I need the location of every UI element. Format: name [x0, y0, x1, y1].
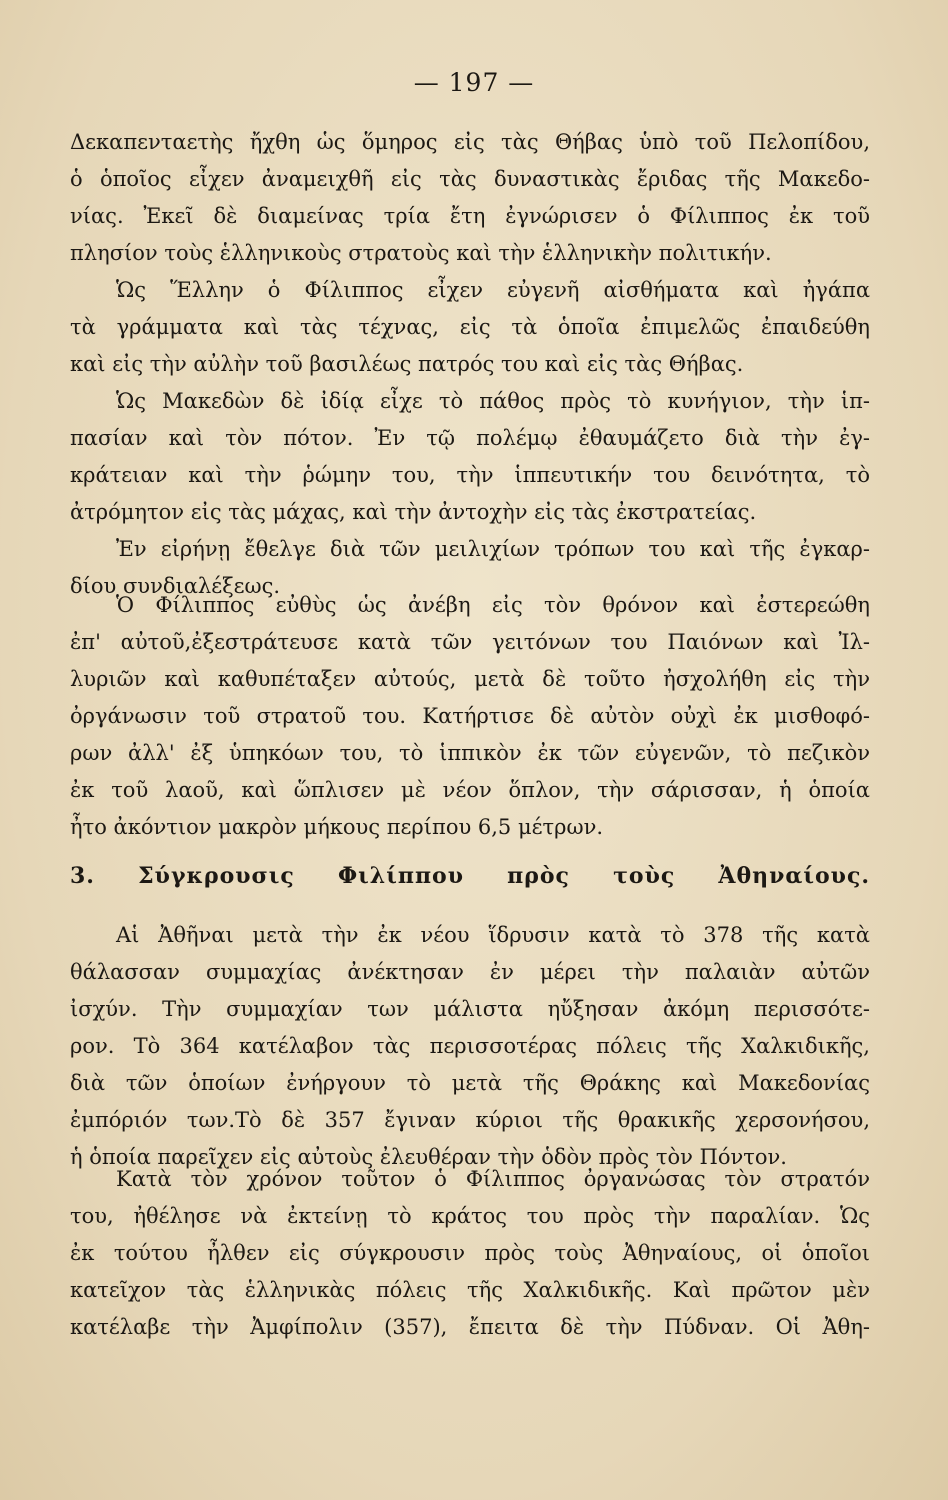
paragraph-5 — [70, 587, 870, 846]
text-line: ρων ἀλλ' ἐξ ὑπηκόων του, τὸ ἱππικὸν ἐκ τῶν εὐγενῶν, τὸ πεζικὸν — [70, 741, 870, 765]
text-line: Ἐν εἰρήνῃ ἔθελγε διὰ τῶν μειλιχίων τρόπων του καὶ τῆς ἐγκαρ- — [116, 537, 870, 561]
text-line: δίου συνδιαλέξεως. — [70, 574, 281, 598]
text-line: ἐκ τούτου ἦλθεν εἰς σύγκρουσιν πρὸς τοὺς Ἀθηναίους, οἱ ὁποῖοι — [70, 1241, 870, 1265]
text-line: Κατὰ τὸν χρόνον τοῦτον ὁ Φίλιππος ὀργανώσας τὸν στρατόν — [116, 1167, 870, 1191]
text-line: Δεκαπενταετὴς ἤχθη ὡς ὅμηρος εἰς τὰς Θήβας ὑπὸ τοῦ Πελοπίδου, — [70, 130, 870, 154]
text-line: θάλασσαν συμμαχίας ἀνέκτησαν ἐν μέρει τὴν παλαιὰν αὐτῶν — [70, 960, 870, 984]
section-paragraph-1 — [70, 917, 870, 1176]
text-line: ὀργάνωσιν τοῦ στρατοῦ του. Κατήρτισε δὲ αὐτὸν οὐχὶ ἐκ μισθοφό- — [70, 704, 870, 728]
text-line: ἀτρόμητον εἰς τὰς μάχας, καὶ τὴν ἀντοχὴν εἰς τὰς ἐκστρατείας. — [70, 500, 757, 524]
text-line: Ὡς Μακεδὼν δὲ ἰδίᾳ εἶχε τὸ πάθος πρὸς τὸ κυνήγιον, τὴν ἱπ- — [116, 389, 870, 413]
text-line: του, ἠθέλησε νὰ ἐκτείνῃ τὸ κράτος του πρὸς τὴν παραλίαν. Ὡς — [70, 1204, 870, 1228]
paragraph-1 — [70, 124, 870, 272]
text-line: διὰ τῶν ὁποίων ἐνήργουν τὸ μετὰ τῆς Θράκης καὶ Μακεδονίας — [70, 1071, 870, 1095]
text-line: πασίαν καὶ τὸν πότον. Ἐν τῷ πολέμῳ ἐθαυμάζετο διὰ τὴν ἐγ- — [70, 426, 870, 450]
text-line: κατεῖχον τὰς ἑλληνικὰς πόλεις τῆς Χαλκιδικῆς. Καὶ πρῶτον μὲν — [70, 1278, 870, 1302]
text-line: νίας. Ἐκεῖ δὲ διαμείνας τρία ἔτη ἐγνώρισεν ὁ Φίλιππος ἐκ τοῦ — [70, 204, 870, 228]
text-line: λυριῶν καὶ καθυπέταξεν αὐτούς, μετὰ δὲ τοῦτο ἠσχολήθη εἰς τὴν — [70, 667, 870, 691]
text-line: πλησίον τοὺς ἑλληνικοὺς στρατοὺς καὶ τὴν ἑλληνικὴν πολιτικήν. — [70, 241, 772, 265]
paragraph-2 — [70, 272, 870, 383]
text-line: ἰσχύν. Τὴν συμμαχίαν των μάλιστα ηὔξησαν ἀκόμη περισσότε- — [70, 997, 870, 1021]
text-line: Αἱ Ἀθῆναι μετὰ τὴν ἐκ νέου ἵδρυσιν κατὰ τὸ 378 τῆς κατὰ — [116, 923, 870, 947]
text-line: καὶ εἰς τὴν αὐλὴν τοῦ βασιλέως πατρός του καὶ εἰς τὰς Θήβας. — [70, 352, 744, 376]
text-line: ὁ ὁποῖος εἶχεν ἀναμειχθῆ εἰς τὰς δυναστικὰς ἔριδας τῆς Μακεδο- — [70, 167, 870, 191]
text-line: ἐμπόριόν των.Τὸ δὲ 357 ἔγιναν κύριοι τῆς θρακικῆς χερσονήσου, — [70, 1108, 870, 1132]
text-line: κατέλαβε τὴν Ἀμφίπολιν (357), ἔπειτα δὲ τὴν Πύδναν. Οἱ Ἀθη- — [70, 1315, 870, 1339]
text-line: Ὡς Ἕλλην ὁ Φίλιππος εἶχεν εὐγενῆ αἰσθήματα καὶ ἠγάπα — [116, 278, 870, 302]
text-line: τὰ γράμματα καὶ τὰς τέχνας, εἰς τὰ ὁποῖα ἐπιμελῶς ἐπαιδεύθη — [70, 315, 870, 339]
section-paragraph-2 — [70, 1161, 870, 1346]
text-line: ἦτο ἀκόντιον μακρὸν μήκους περίπου 6,5 μέτρων. — [70, 815, 604, 839]
text-line: ἡ ὁποία παρεῖχεν εἰς αὐτοὺς ἐλευθέραν τὴν ὁδὸν πρὸς τὸν Πόντον. — [70, 1145, 787, 1169]
section-heading: 3. Σύγκρουσις Φιλίππου πρὸς τοὺς Ἀθηναίους. — [70, 863, 870, 889]
text-line: κράτειαν καὶ τὴν ῥώμην του, τὴν ἱππευτικήν του δεινότητα, τὸ — [70, 463, 870, 487]
text-line: ρον. Τὸ 364 κατέλαβον τὰς περισσοτέρας πόλεις τῆς Χαλκιδικῆς, — [70, 1034, 870, 1058]
page-number: — 197 — — [413, 68, 535, 97]
text-line: ἐπ' αὐτοῦ,ἐξεστράτευσε κατὰ τῶν γειτόνων του Παιόνων καὶ Ἰλ- — [70, 630, 870, 654]
text-line: Ὁ Φίλιππος εὐθὺς ὡς ἀνέβη εἰς τὸν θρόνον καὶ ἐστερεώθη — [116, 593, 870, 617]
text-line: ἐκ τοῦ λαοῦ, καὶ ὥπλισεν μὲ νέον ὅπλον, τὴν σάρισσαν, ἡ ὁποία — [70, 778, 870, 802]
paragraph-3 — [70, 383, 870, 531]
